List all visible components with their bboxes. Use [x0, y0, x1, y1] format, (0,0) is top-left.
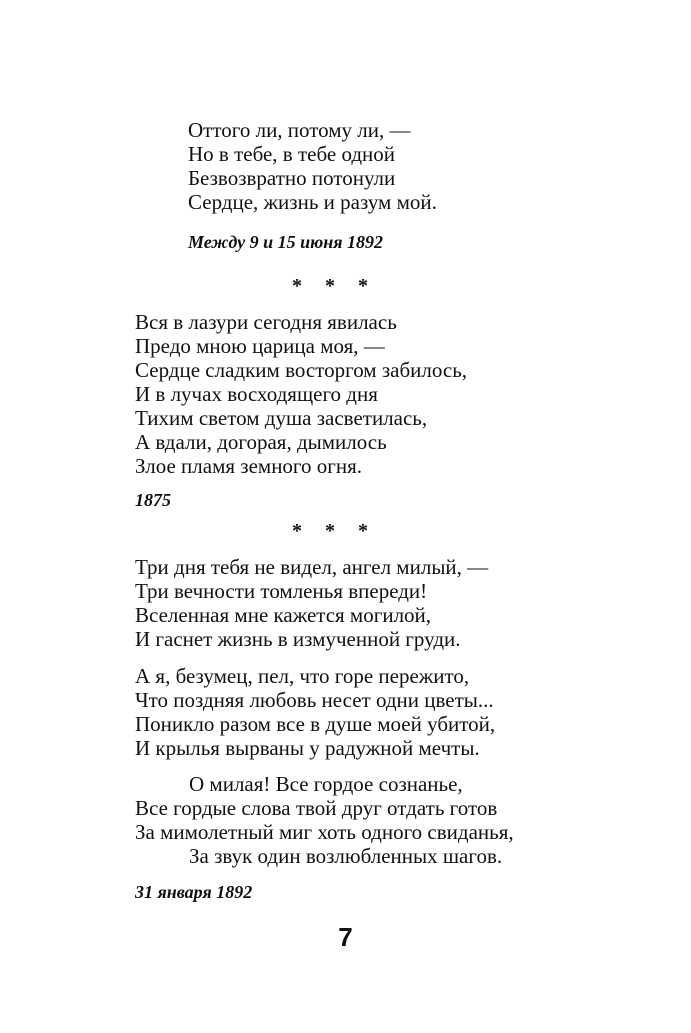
poem-line: За звук один возлюбленных шагов. [189, 844, 503, 868]
poem-line: Но в тебе, в тебе одной [188, 142, 396, 166]
poem-3-stanza-1 [135, 555, 488, 651]
poem-3-date [135, 880, 252, 904]
poem-line: Сердце сладким восторгом забилось, [135, 358, 468, 382]
poem-line: Вселенная мне кажется могилой, [135, 603, 432, 627]
poem-line: Предо мною царица моя, — [135, 334, 385, 358]
poem-line: Оттого ли, потому ли, — [188, 118, 411, 142]
poem-3-stanza-2 [135, 664, 495, 760]
poem-line: А вдали, догорая, дымилось [135, 430, 387, 454]
poem-line: О милая! Все гордое сознанье, [189, 772, 463, 796]
section-separator: * * * [292, 520, 377, 542]
poem-date: Между 9 и 15 июня 1892 [188, 232, 384, 252]
page-number: 7 [338, 922, 353, 952]
poem-line: Три дня тебя не видел, ангел милый, — [135, 555, 489, 579]
poem-line: И в лучах восходящего дня [135, 382, 378, 406]
poem-line: Вся в лазури сегодня явилась [135, 310, 397, 334]
poem-line: Что поздняя любовь несет одни цветы... [135, 688, 494, 712]
poem-2 [135, 310, 467, 478]
poem-3-stanza-3 [135, 772, 514, 868]
poem-line: Поникло разом все в душе моей убитой, [135, 712, 496, 736]
poem-date: 1875 [135, 490, 171, 510]
poem-line: За мимолетный миг хоть одного свиданья, [135, 820, 514, 844]
poem-line: И крылья вырваны у радужной мечты. [135, 736, 480, 760]
poem-line: Сердце, жизнь и разум мой. [188, 190, 437, 214]
poem-line: И гаснет жизнь в измученной груди. [135, 627, 461, 651]
poem-1 [188, 118, 437, 214]
section-separator: * * * [292, 275, 377, 297]
poem-2-date [135, 488, 171, 512]
poem-line: Все гордые слова твой друг отдать готов [135, 796, 498, 820]
poem-1-date [188, 230, 383, 254]
poem-date: 31 января 1892 [135, 882, 253, 902]
poem-line: Злое пламя земного огня. [135, 454, 363, 478]
poem-line: Безвозвратно потонули [188, 166, 396, 190]
poem-line: А я, безумец, пел, что горе пережито, [135, 664, 470, 688]
poem-line: Тихим светом душа засветилась, [135, 406, 428, 430]
poem-line: Три вечности томленья впереди! [135, 579, 428, 603]
